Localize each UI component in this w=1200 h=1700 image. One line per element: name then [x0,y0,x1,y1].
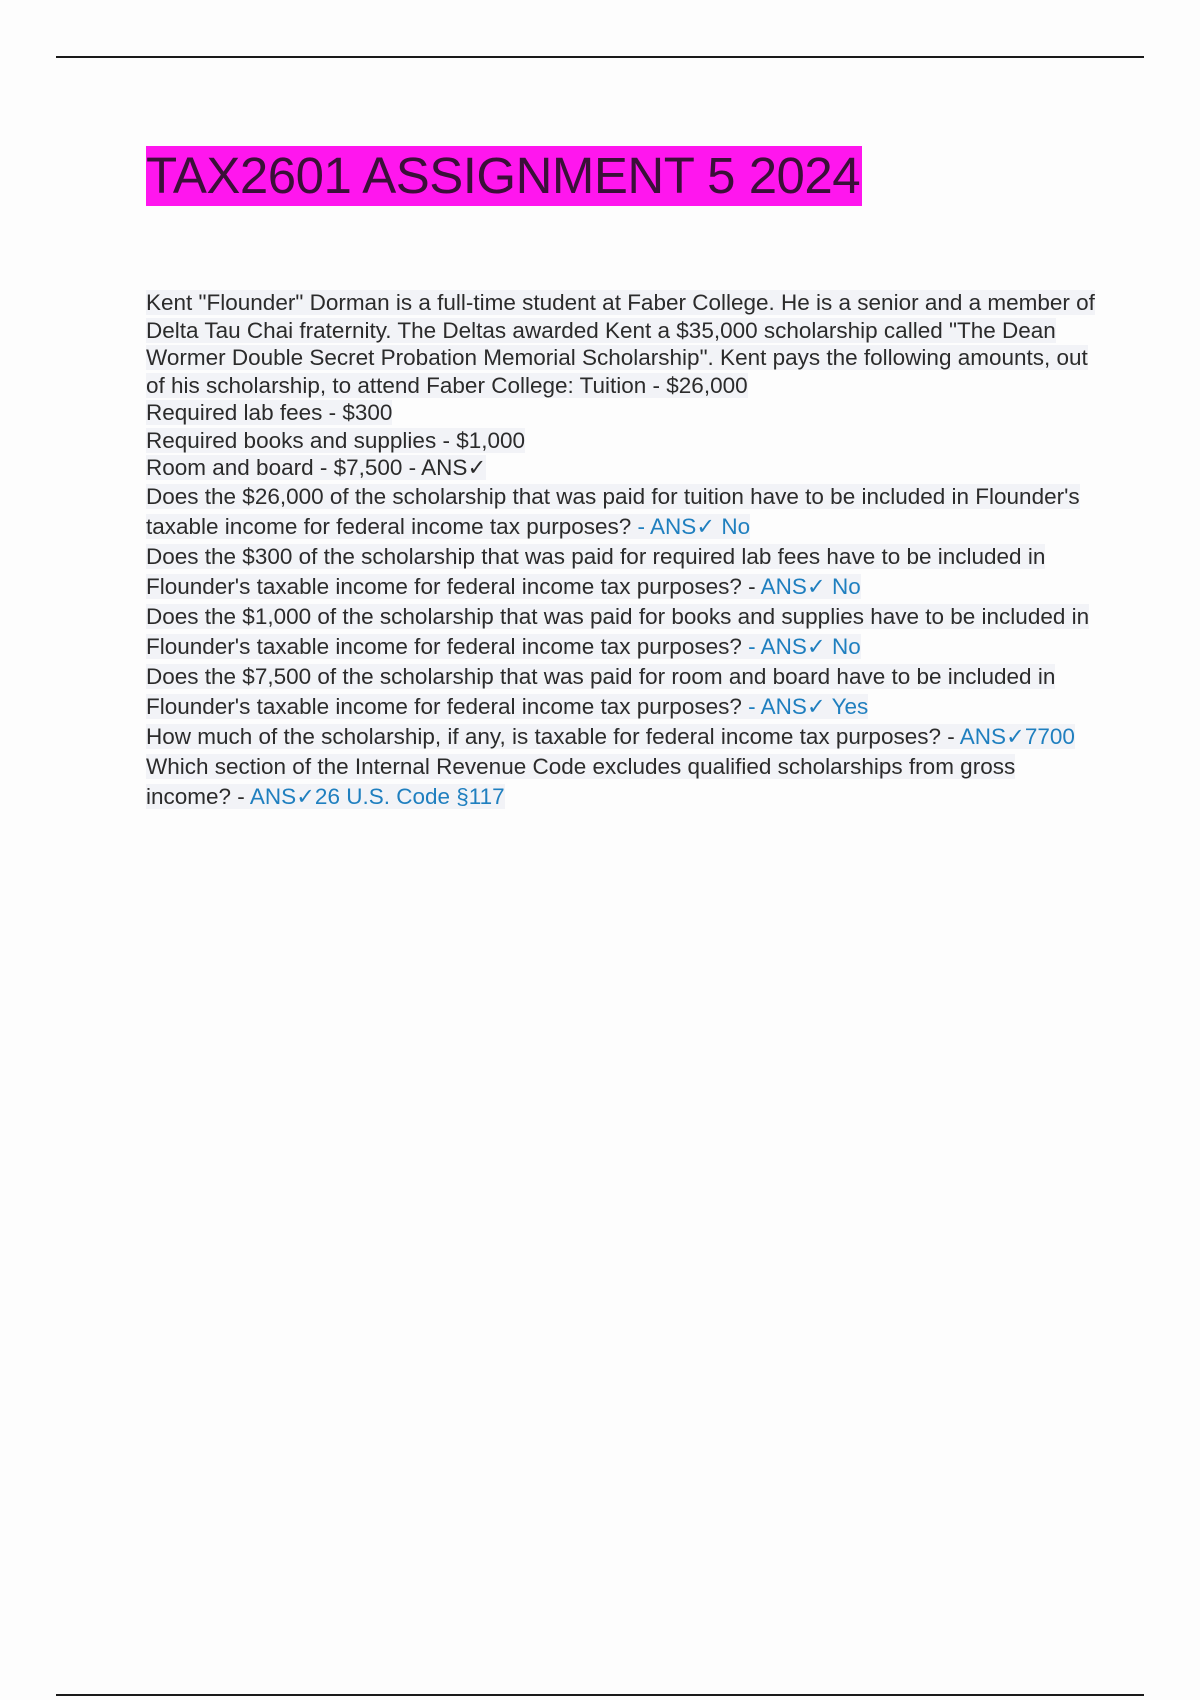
answer-text: ANS✓26 U.S. Code §117 [249,783,505,809]
answer-text: - ANS✓ Yes [741,693,869,719]
question-text: Does the $1,000 of the scholarship that was paid for books and supplies have to be included in Flounder's taxable income for federal income tax purposes? [146,603,1090,659]
list-item: Room and board - $7,500 - ANS✓ [146,455,487,480]
answer-text: ANS✓ No [760,573,861,599]
question-text: Which section of the Internal Revenue Code excludes qualified scholarships from gross income? - [146,753,1016,809]
document-title: TAX2601 ASSIGNMENT 5 2024 [146,147,861,204]
qa-item [146,542,1096,602]
qa-item [146,722,1096,752]
list-item: Required books and supplies - $1,000 [146,427,526,453]
question-text: Does the $26,000 of the scholarship that was paid for tuition have to be included in Flounder's taxable income for federal income tax purposes? [146,483,1080,539]
document-body [146,289,1096,812]
header-rule [56,56,1144,58]
footer-rule [56,1694,1144,1696]
intro-text: Kent "Flounder" Dorman is a full-time student at Faber College. He is a senior and a member of Delta Tau Chai fraternity. The Deltas awarded Kent a $35,000 scholarship called "The Dean Wormer Double Secret Probation Memorial Scholarship". Kent pays the following amounts, out of his scholarship, to attend Faber College: Tuition - $26,000 [146,290,1095,398]
qa-item [146,752,1096,812]
answer-text: ANS✓7700 [959,723,1075,749]
question-text: Does the $300 of the scholarship that was paid for required lab fees have to be included in Flounder's taxable income for federal income tax purposes? - [146,543,1046,599]
question-text: How much of the scholarship, if any, is taxable for federal income tax purposes? - [146,723,960,749]
qa-item [146,662,1096,722]
question-text: Does the $7,500 of the scholarship that was paid for room and board have to be included in Flounder's taxable income for federal income tax purposes? [146,663,1056,719]
qa-item [146,602,1096,662]
answer-text: - ANS✓ No [741,633,861,659]
intro-paragraph [146,289,1096,399]
qa-item [146,482,1096,542]
list-item: Required lab fees - $300 [146,400,393,425]
answer-text: - ANS✓ No [631,513,751,539]
